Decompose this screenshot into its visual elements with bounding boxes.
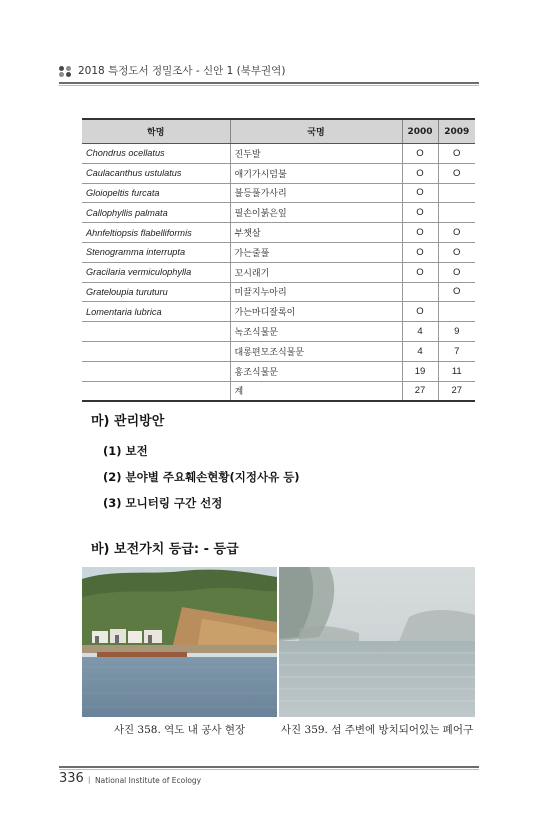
table-row xyxy=(82,242,475,262)
summary-empty-cell xyxy=(82,341,230,361)
korean-name: 필손이붉은잎 xyxy=(230,203,402,223)
table-row xyxy=(82,203,475,223)
table-row xyxy=(82,262,475,282)
summary-empty-cell xyxy=(82,381,230,401)
running-header: 2018 특정도서 정밀조사 - 신안 1 (북부권역) xyxy=(78,65,286,77)
presence-2000: O xyxy=(402,203,438,223)
summary-count-2000: 19 xyxy=(402,361,438,381)
presence-2009: O xyxy=(438,163,475,183)
scientific-name: Chondrus ocellatus xyxy=(82,144,230,164)
summary-label: 홍조식물문 xyxy=(230,361,402,381)
header-logo-dots xyxy=(59,66,73,78)
total-count-2009: 27 xyxy=(438,381,475,401)
photo-caption: 사진 359. 섬 주변에 방치되어있는 폐어구 xyxy=(280,724,474,736)
summary-empty-cell xyxy=(82,322,230,342)
scientific-name: Callophyllis palmata xyxy=(82,203,230,223)
footer-separator: | xyxy=(88,776,91,784)
presence-2009: O xyxy=(438,282,475,302)
sub-item-monitoring: (3) 모니터링 구간 선정 xyxy=(103,496,223,510)
table-row xyxy=(82,183,475,203)
header-rule-thin xyxy=(59,85,479,86)
presence-2009: O xyxy=(438,262,475,282)
scientific-name: Lomentaria lubrica xyxy=(82,302,230,322)
presence-2000 xyxy=(402,282,438,302)
presence-2009 xyxy=(438,302,475,322)
table-row xyxy=(82,163,475,183)
scientific-name: Gracilaria vermiculophylla xyxy=(82,262,230,282)
col-header-korean: 국명 xyxy=(230,119,402,144)
summary-count-2009: 7 xyxy=(438,341,475,361)
presence-2009: O xyxy=(438,223,475,243)
table-row xyxy=(82,302,475,322)
footer-institute: National Institute of Ecology xyxy=(95,776,202,785)
korean-name: 애기가시덤불 xyxy=(230,163,402,183)
col-header-2000: 2000 xyxy=(402,119,438,144)
presence-2000: O xyxy=(402,262,438,282)
scientific-name: Grateloupia turuturu xyxy=(82,282,230,302)
header-rule xyxy=(59,82,479,84)
scientific-name: Caulacanthus ustulatus xyxy=(82,163,230,183)
korean-name: 꼬시래기 xyxy=(230,262,402,282)
korean-name: 가는마디잘록이 xyxy=(230,302,402,322)
photo-caption: 사진 358. 역도 내 공사 현장 xyxy=(113,724,246,736)
col-header-scientific: 학명 xyxy=(82,119,230,144)
scientific-name: Gloiopeltis furcata xyxy=(82,183,230,203)
total-row xyxy=(82,381,475,401)
summary-count-2009: 11 xyxy=(438,361,475,381)
table-row xyxy=(82,223,475,243)
table-header-row xyxy=(82,119,475,144)
summary-row xyxy=(82,341,475,361)
footer-rule xyxy=(59,766,479,768)
col-header-2009: 2009 xyxy=(438,119,475,144)
korean-name: 가는줄풀 xyxy=(230,242,402,262)
sub-item-conservation: (1) 보전 xyxy=(103,444,148,458)
presence-2000: O xyxy=(402,223,438,243)
korean-name: 불등풀가사리 xyxy=(230,183,402,203)
summary-count-2000: 4 xyxy=(402,341,438,361)
photo-construction-site xyxy=(82,567,277,717)
table-row xyxy=(82,144,475,164)
presence-2000: O xyxy=(402,183,438,203)
presence-2000: O xyxy=(402,144,438,164)
footer-rule-thin xyxy=(59,769,479,770)
summary-row xyxy=(82,361,475,381)
table-row xyxy=(82,282,475,302)
summary-row xyxy=(82,322,475,342)
presence-2009 xyxy=(438,183,475,203)
summary-label: 녹조식물문 xyxy=(230,322,402,342)
presence-2000: O xyxy=(402,163,438,183)
scientific-name: Ahnfeltiopsis flabelliformis xyxy=(82,223,230,243)
species-table xyxy=(82,118,475,402)
presence-2000: O xyxy=(402,242,438,262)
section-heading-conservation-grade: 바) 보전가치 등급: - 등급 xyxy=(91,542,239,557)
summary-empty-cell xyxy=(82,361,230,381)
page-number: 336 xyxy=(59,771,84,786)
korean-name: 미끌지누아리 xyxy=(230,282,402,302)
summary-count-2000: 4 xyxy=(402,322,438,342)
presence-2009 xyxy=(438,203,475,223)
summary-count-2009: 9 xyxy=(438,322,475,342)
sub-item-damage-status: (2) 분야별 주요훼손현황(지정사유 등) xyxy=(103,470,300,484)
korean-name: 진두발 xyxy=(230,144,402,164)
presence-2009: O xyxy=(438,144,475,164)
summary-label: 대롱편모조식물문 xyxy=(230,341,402,361)
section-heading-management: 마) 관리방안 xyxy=(91,414,165,429)
presence-2000: O xyxy=(402,302,438,322)
photo-abandoned-fishing-gear xyxy=(279,567,475,717)
korean-name: 부챗살 xyxy=(230,223,402,243)
total-label: 계 xyxy=(230,381,402,401)
presence-2009: O xyxy=(438,242,475,262)
total-count-2000: 27 xyxy=(402,381,438,401)
scientific-name: Stenogramma interrupta xyxy=(82,242,230,262)
